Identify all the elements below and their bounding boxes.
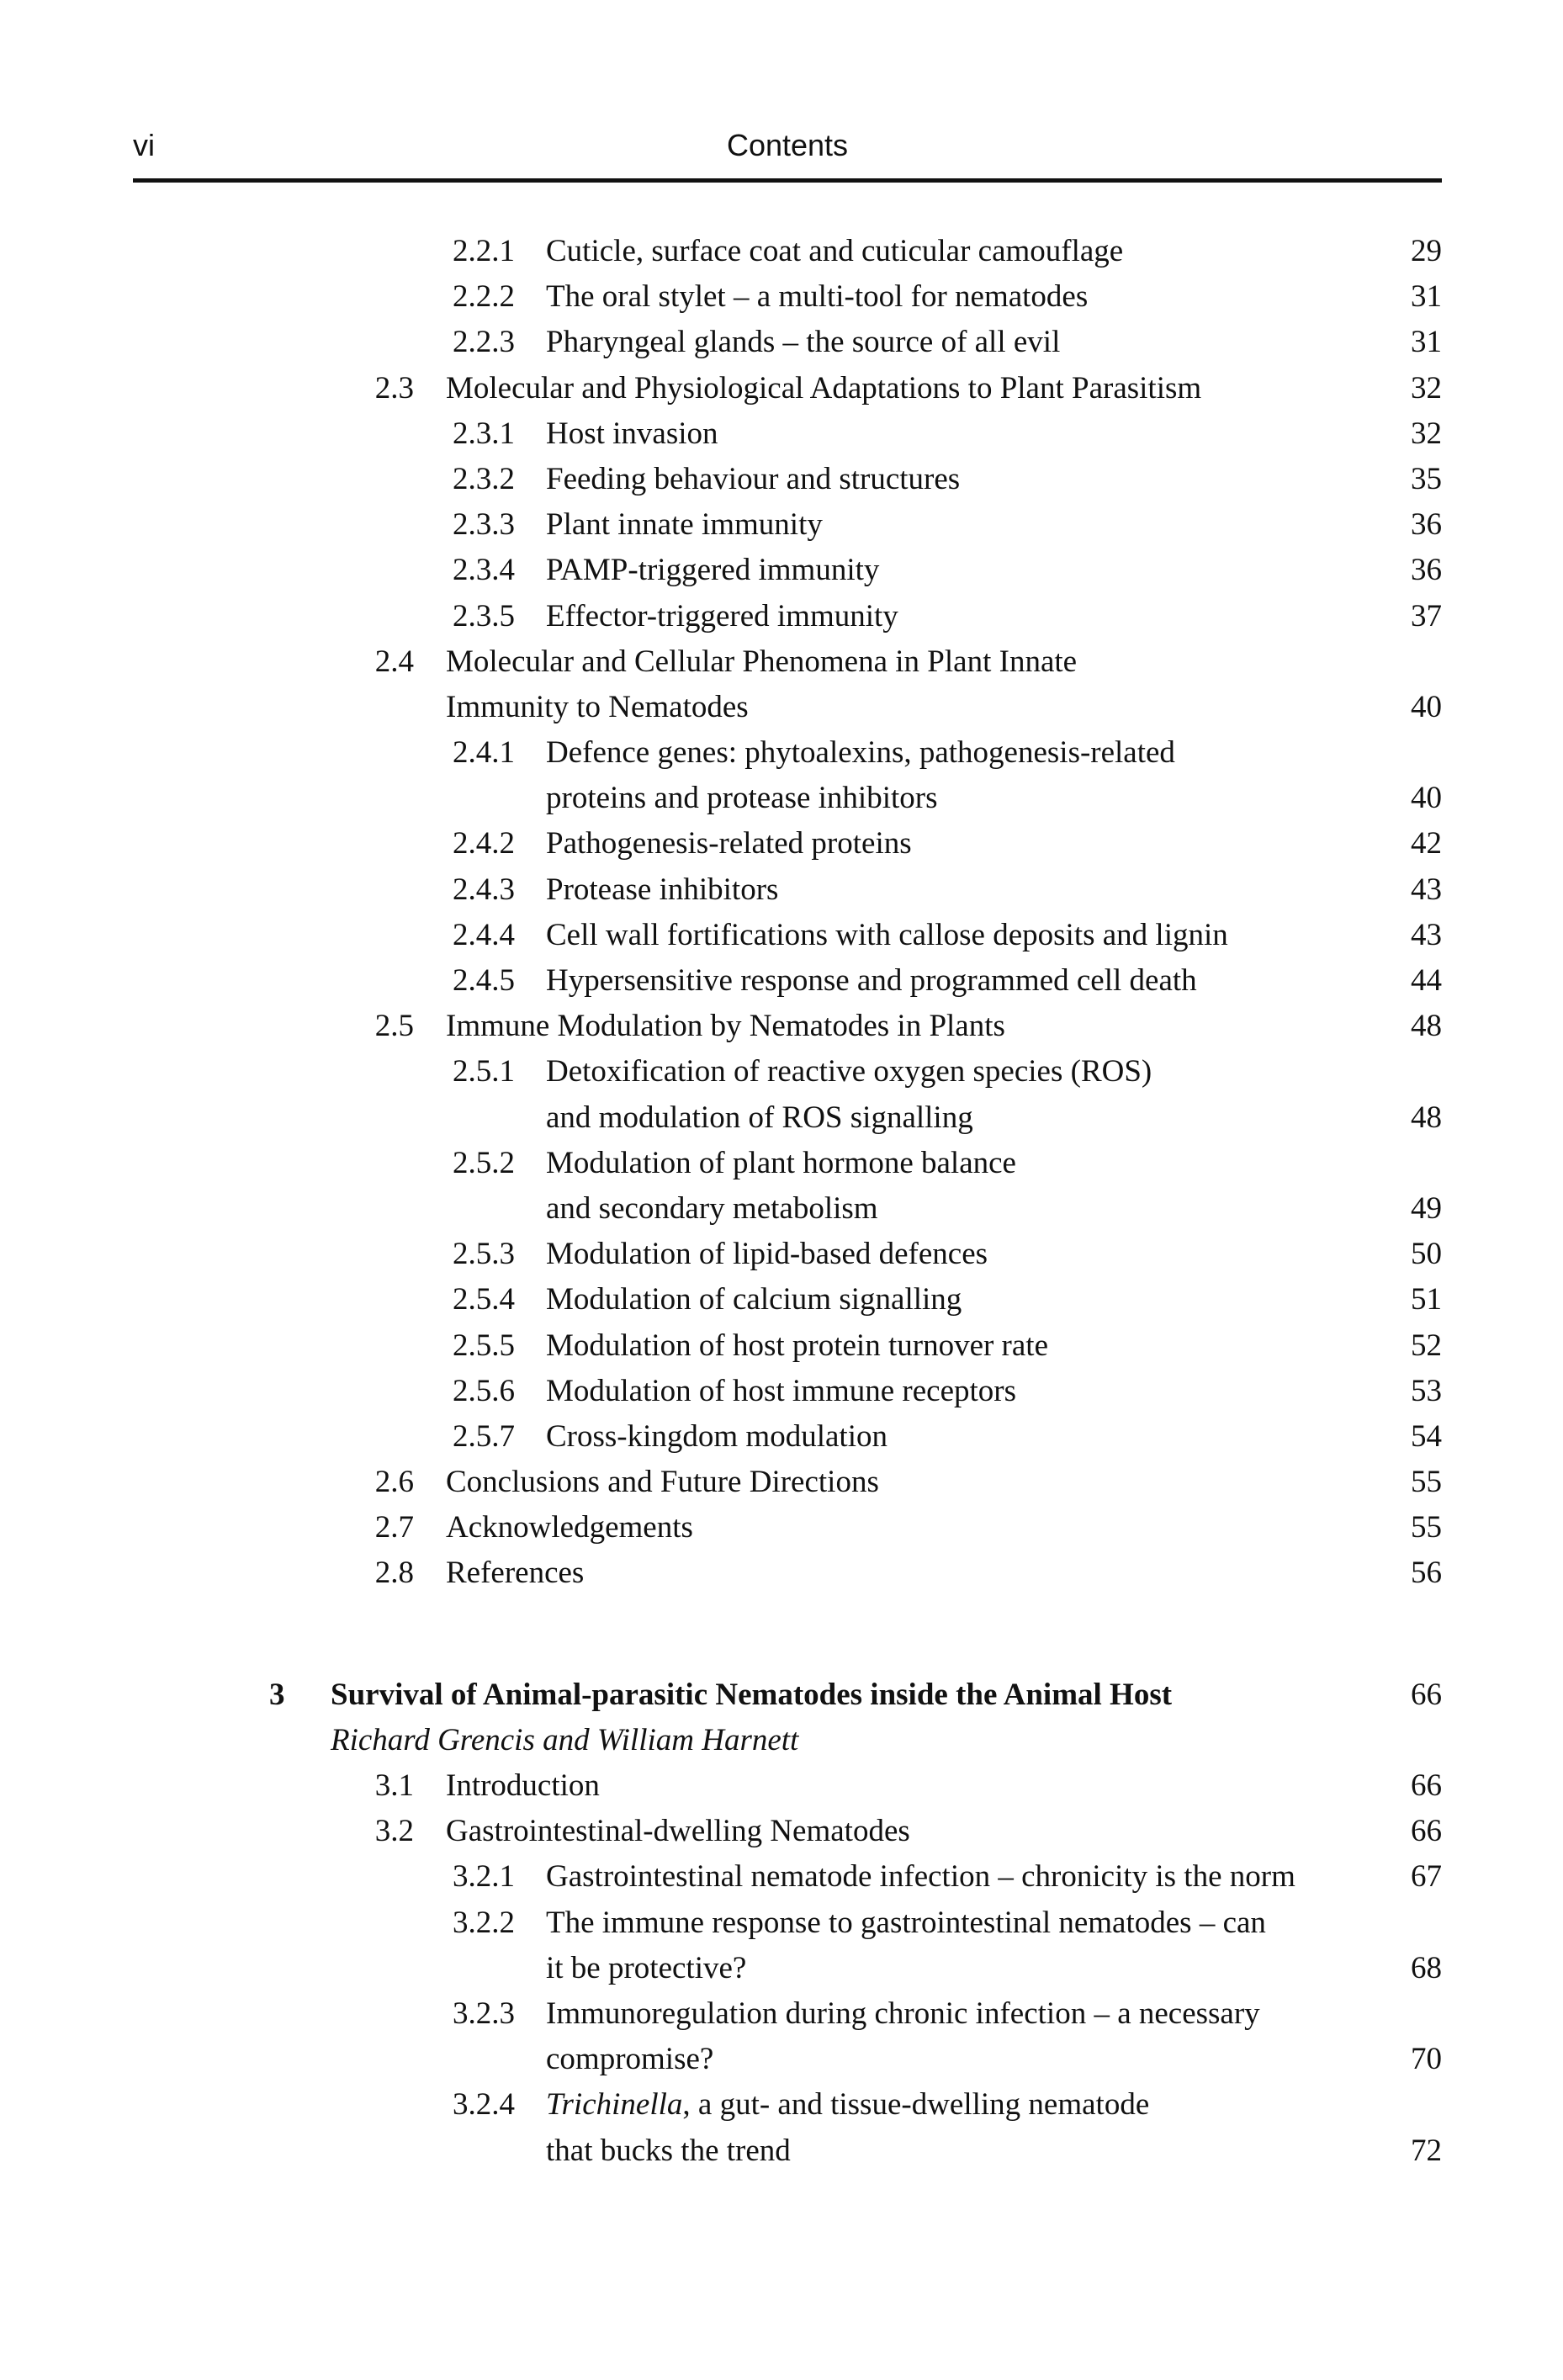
entry-page: 29	[1411, 234, 1442, 268]
toc-entry[interactable]	[133, 1854, 1442, 1900]
toc-entry[interactable]	[133, 411, 1442, 457]
entry-number: 2.5.2	[453, 1145, 515, 1180]
entry-number: 3.2.2	[453, 1905, 515, 1940]
chapter-title: Survival of Animal-parasitic Nematodes inside the Animal Host	[331, 1677, 1173, 1712]
toc-entry[interactable]	[133, 1141, 1442, 1186]
entry-page: 32	[1411, 370, 1442, 406]
entry-number: 3.2.1	[453, 1859, 515, 1895]
entry-title: Host invasion	[546, 416, 718, 451]
entry-number: 2.2.1	[453, 234, 515, 268]
running-title: Contents	[726, 128, 849, 162]
entry-page: 72	[1411, 2133, 1442, 2168]
toc-entry-continuation[interactable]	[133, 685, 1442, 730]
entry-title-continuation: Immunity to Nematodes	[446, 689, 749, 724]
entry-title: Pathogenesis-related proteins	[546, 826, 912, 861]
chapter-gap	[133, 1597, 1442, 1672]
entry-title-continuation: that bucks the trend	[546, 2133, 791, 2168]
entry-title-continuation: compromise?	[546, 2042, 714, 2077]
entry-page: 68	[1411, 1950, 1442, 1985]
toc-entry[interactable]	[133, 639, 1442, 685]
entry-title: Conclusions and Future Directions	[446, 1465, 879, 1500]
entry-title: References	[446, 1556, 585, 1591]
entry-title: Molecular and Cellular Phenomena in Plant Innate	[446, 644, 1078, 679]
toc-entry[interactable]	[133, 867, 1442, 913]
entry-number: 2.8	[374, 1556, 414, 1591]
entry-title-continuation: and modulation of ROS signalling	[546, 1100, 973, 1135]
entry-title: Gastrointestinal nematode infection – chronicity is the norm	[546, 1859, 1295, 1895]
entry-title: Defence genes: phytoalexins, pathogenesis-related	[546, 735, 1175, 771]
entry-page: 54	[1411, 1418, 1442, 1454]
entry-page: 53	[1411, 1373, 1442, 1408]
entry-title: Feeding behaviour and structures	[546, 461, 961, 496]
toc-entry-continuation[interactable]	[133, 1095, 1442, 1141]
toc-entry[interactable]	[133, 1369, 1442, 1414]
toc-entry[interactable]	[133, 1460, 1442, 1505]
entry-title: Pharyngeal glands – the source of all evil	[546, 325, 1061, 360]
entry-page: 37	[1411, 598, 1442, 633]
entry-page: 44	[1411, 963, 1442, 998]
entry-number: 3.2	[374, 1814, 414, 1849]
entry-number: 2.5	[374, 1009, 414, 1044]
entry-title-rest: , a gut- and tissue-dwelling nematode	[682, 2087, 1150, 2123]
entry-page: 49	[1411, 1190, 1442, 1226]
entry-title: Modulation of host immune receptors	[546, 1373, 1017, 1408]
toc-entry[interactable]	[133, 1900, 1442, 1946]
entry-number: 2.4.5	[453, 963, 515, 998]
entry-page: 67	[1411, 1859, 1442, 1895]
chapter-authors-row	[133, 1718, 1442, 1763]
entry-page: 52	[1411, 1328, 1442, 1363]
entry-title	[546, 2082, 1149, 2128]
entry-title: Introduction	[446, 1768, 600, 1803]
chapter-number: 3	[269, 1677, 285, 1712]
entry-title: Cell wall fortifications with callose deposits and lignin	[546, 917, 1228, 952]
toc-entry[interactable]	[133, 1763, 1442, 1809]
toc-entry[interactable]	[133, 1505, 1442, 1550]
toc-entry[interactable]	[133, 730, 1442, 776]
entry-number: 2.2.3	[453, 325, 515, 360]
entry-title: The oral stylet – a multi-tool for nematodes	[546, 279, 1089, 315]
toc-entry[interactable]	[133, 502, 1442, 548]
toc-entry[interactable]	[133, 1991, 1442, 2037]
entry-number: 2.3.4	[453, 553, 515, 588]
toc-entry[interactable]	[133, 1277, 1442, 1323]
entry-title: Cuticle, surface coat and cuticular camouflage	[546, 234, 1124, 268]
toc-entry[interactable]	[133, 1232, 1442, 1277]
entry-number: 2.5.7	[453, 1418, 515, 1454]
toc-entry[interactable]	[133, 274, 1442, 320]
entry-number: 2.5.5	[453, 1328, 515, 1363]
entry-title: Cross-kingdom modulation	[546, 1418, 887, 1454]
toc-entry[interactable]	[133, 821, 1442, 867]
entry-page: 43	[1411, 917, 1442, 952]
entry-page: 35	[1411, 461, 1442, 496]
entry-number: 2.4	[374, 644, 414, 679]
toc-entry[interactable]	[133, 2082, 1442, 2128]
entry-title-continuation: it be protective?	[546, 1950, 747, 1985]
entry-page: 31	[1411, 279, 1442, 315]
entry-page: 55	[1411, 1465, 1442, 1500]
entry-title: Modulation of host protein turnover rate	[546, 1328, 1049, 1363]
toc-entry[interactable]	[133, 548, 1442, 593]
entry-number: 2.4.2	[453, 826, 515, 861]
toc-entry[interactable]	[133, 320, 1442, 365]
entry-page: 32	[1411, 416, 1442, 451]
entry-number: 2.4.1	[453, 735, 515, 771]
table-of-contents	[133, 229, 1442, 2174]
entry-number: 3.2.3	[453, 1996, 515, 2031]
entry-page: 48	[1411, 1009, 1442, 1044]
toc-entry[interactable]	[133, 457, 1442, 502]
entry-page: 36	[1411, 553, 1442, 588]
entry-number: 2.2.2	[453, 279, 515, 315]
entry-number: 2.3.1	[453, 416, 515, 451]
toc-entry[interactable]	[133, 1049, 1442, 1095]
entry-title: Protease inhibitors	[546, 872, 779, 907]
toc-entry-continuation[interactable]	[133, 2037, 1442, 2082]
entry-page: 66	[1411, 1814, 1442, 1849]
entry-title-continuation: proteins and protease inhibitors	[546, 781, 938, 816]
entry-title: Modulation of plant hormone balance	[546, 1145, 1016, 1180]
entry-title-continuation: and secondary metabolism	[546, 1190, 878, 1226]
toc-entry-continuation[interactable]	[133, 1186, 1442, 1232]
entry-title: Effector-triggered immunity	[546, 598, 898, 633]
header-rule	[133, 178, 1442, 183]
entry-number: 2.4.3	[453, 872, 515, 907]
entry-title-italic: Trichinella	[546, 2087, 683, 2123]
entry-page: 51	[1411, 1282, 1442, 1317]
entry-title: Gastrointestinal-dwelling Nematodes	[446, 1814, 910, 1849]
toc-entry[interactable]	[133, 594, 1442, 639]
entry-title: Immunoregulation during chronic infection – a necessary	[546, 1996, 1260, 2031]
entry-number: 2.5.4	[453, 1282, 515, 1317]
toc-entry[interactable]	[133, 1550, 1442, 1596]
entry-page: 43	[1411, 872, 1442, 907]
entry-number: 2.3.3	[453, 507, 515, 543]
page-number: vi	[133, 128, 155, 162]
entry-page: 48	[1411, 1100, 1442, 1135]
chapter-page: 66	[1411, 1677, 1442, 1712]
entry-title: Detoxification of reactive oxygen species (ROS)	[546, 1054, 1152, 1089]
toc-entry[interactable]	[133, 1323, 1442, 1369]
entry-number: 2.7	[374, 1510, 414, 1545]
entry-page: 50	[1411, 1237, 1442, 1272]
page-header	[133, 126, 1442, 185]
toc-entry[interactable]	[133, 366, 1442, 411]
toc-entry[interactable]	[133, 1809, 1442, 1854]
entry-title: Plant innate immunity	[546, 507, 823, 543]
entry-title: Molecular and Physiological Adaptations to Plant Parasitism	[446, 370, 1202, 406]
entry-page: 70	[1411, 2042, 1442, 2077]
toc-entry[interactable]	[133, 229, 1442, 274]
entry-number: 2.6	[374, 1465, 414, 1500]
toc-entry-continuation[interactable]	[133, 776, 1442, 821]
entry-title: Modulation of lipid-based defences	[546, 1237, 988, 1272]
toc-entry[interactable]	[133, 958, 1442, 1004]
entry-number: 2.5.6	[453, 1373, 515, 1408]
entry-number: 2.3.2	[453, 461, 515, 496]
toc-chapter-entry[interactable]	[133, 1672, 1442, 1718]
toc-entry[interactable]	[133, 913, 1442, 958]
entry-page: 40	[1411, 689, 1442, 724]
entry-title: Immune Modulation by Nematodes in Plants	[446, 1009, 1005, 1044]
chapter-authors: Richard Grencis and William Harnett	[331, 1722, 799, 1757]
entry-page: 55	[1411, 1510, 1442, 1545]
entry-title: PAMP-triggered immunity	[546, 553, 880, 588]
entry-page: 56	[1411, 1556, 1442, 1591]
entry-page: 42	[1411, 826, 1442, 861]
toc-entry-continuation[interactable]	[133, 1946, 1442, 1991]
entry-title: Acknowledgements	[446, 1510, 693, 1545]
entry-number: 2.5.3	[453, 1237, 515, 1272]
entry-title: Hypersensitive response and programmed cell death	[546, 963, 1197, 998]
entry-number: 2.5.1	[453, 1054, 515, 1089]
entry-number: 2.3.5	[453, 598, 515, 633]
entry-number: 2.4.4	[453, 917, 515, 952]
entry-page: 31	[1411, 325, 1442, 360]
toc-entry-continuation[interactable]	[133, 2128, 1442, 2174]
entry-number: 3.2.4	[453, 2087, 515, 2123]
entry-page: 36	[1411, 507, 1442, 543]
toc-entry[interactable]	[133, 1414, 1442, 1460]
toc-entry[interactable]	[133, 1004, 1442, 1049]
entry-number: 2.3	[374, 370, 414, 406]
entry-page: 40	[1411, 781, 1442, 816]
entry-title: Modulation of calcium signalling	[546, 1282, 962, 1317]
entry-title: The immune response to gastrointestinal nematodes – can	[546, 1905, 1266, 1940]
entry-number: 3.1	[374, 1768, 414, 1803]
entry-page: 66	[1411, 1768, 1442, 1803]
